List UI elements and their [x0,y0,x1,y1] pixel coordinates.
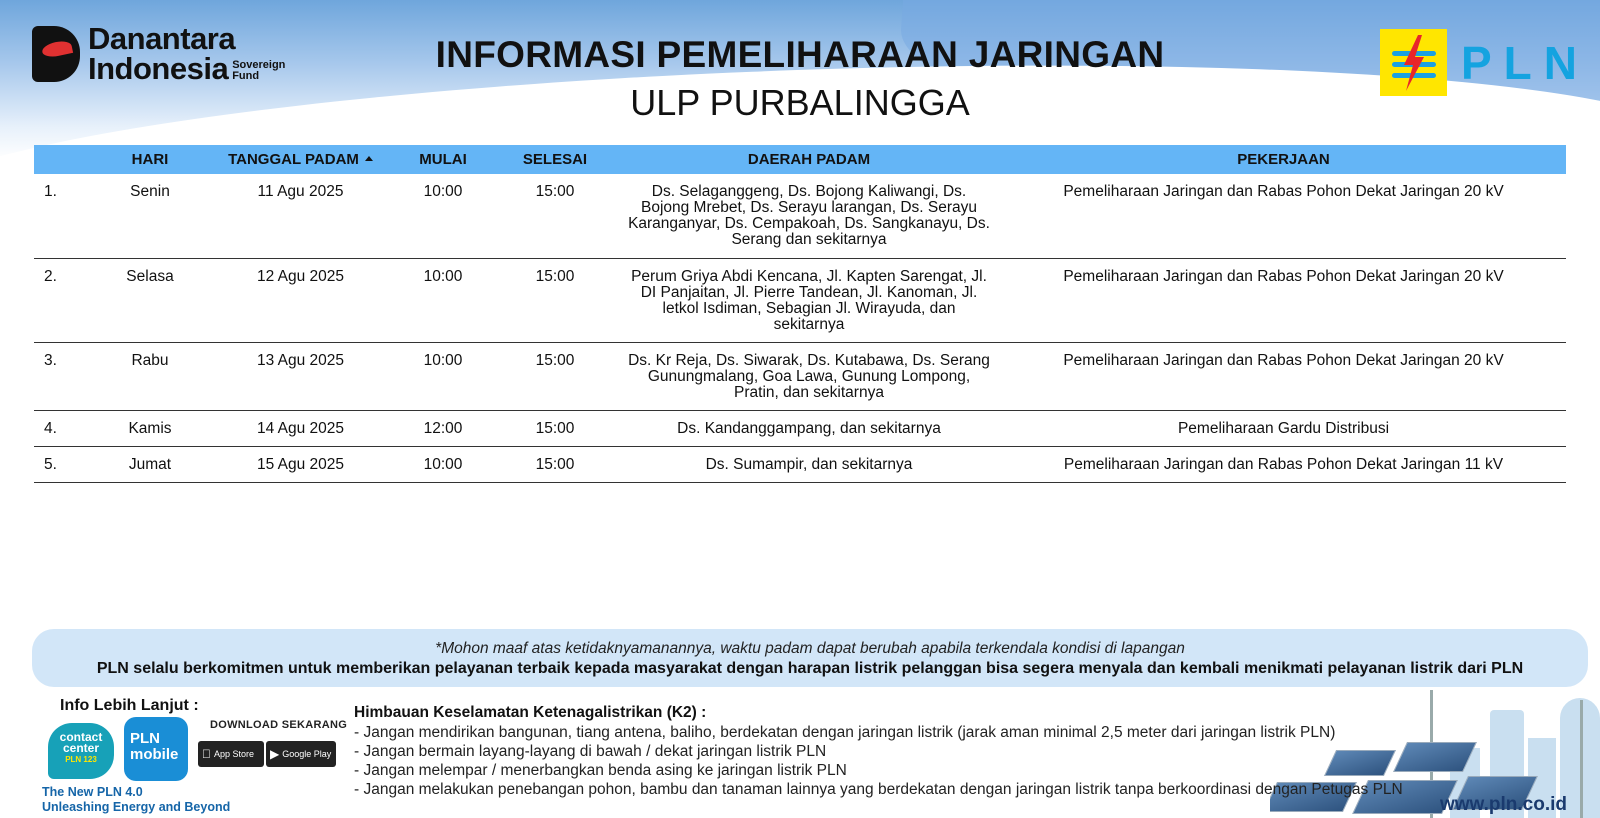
daerah-line: Ds. Selaganggeng, Ds. Bojong Kaliwangi, Ds. [651,183,967,200]
column-header-mulai[interactable]: MULAI [419,151,467,168]
daerah-line: Gunungmalang, Goa Lawa, Gunung Lompong, [647,367,971,385]
cell-pekerjaan: Pemeliharaan Jaringan dan Rabas Pohon Dekat Jaringan 20 kV [1063,267,1504,285]
cell-selesai: 15:00 [535,267,575,285]
cell-hari: Kamis [128,419,172,437]
maintenance-schedule-table [34,145,1566,483]
cell-mulai: 10:00 [423,267,463,285]
column-header-tanggal-label: TANGGAL PADAM [228,151,359,168]
lightning-icon [1380,29,1447,96]
page-subtitle: ULP PURBALINGGA [630,82,970,123]
table-row [34,446,1566,482]
table-header-row [34,145,1566,174]
schedule-table-container [34,145,1566,483]
cell-pekerjaan: Pemeliharaan Jaringan dan Rabas Pohon Dekat Jaringan 20 kV [1063,183,1504,200]
apology-notice [32,629,1588,687]
daerah-line: Pratin, dan sekitarnya [734,383,884,401]
cell-mulai: 12:00 [423,419,463,437]
cell-no: 2. [44,267,57,285]
tagline-line-1: The New PLN 4.0 [42,785,143,799]
column-header-selesai[interactable]: SELESAI [522,151,588,168]
column-header-no [34,145,92,174]
table-row [34,174,1566,258]
daerah-line: Karanganyar, Ds. Cempakoah, Ds. Sangkanayu, Ds. [628,215,990,232]
page-title: INFORMASI PEMELIHARAAN JARINGAN [435,34,1165,75]
daerah-line: Perum Griya Abdi Kencana, Jl. Kapten Sarengat, Jl. [631,267,987,285]
safety-advisory-item: - Jangan melakukan penebangan pohon, bambu dan tanaman lainnya yang berdekatan dengan jaringan listrik tanpa berkoordinasi dengan Petugas PLN [354,781,1403,798]
sort-ascending-icon[interactable] [365,156,373,161]
pln-wordmark: PLN [1461,36,1589,89]
daerah-line: letkol Isdiman, Sebagian Jl. Wirayuda, dan [662,299,956,317]
safety-advisory-item: - Jangan bermain layang-layang di bawah / dekat jaringan listrik PLN [354,743,827,760]
contact-center-number: PLN 123 [65,755,97,764]
cell-tanggal: 13 Agu 2025 [256,351,345,369]
cell-no: 1. [44,183,57,200]
cell-hari: Senin [130,183,170,200]
app-store-label: App Store [205,749,246,759]
play-icon: ▶ [270,747,280,761]
daerah-line: Serang dan sekitarnya [731,231,887,248]
cell-tanggal: 15 Agu 2025 [256,455,345,473]
cell-no: 4. [44,419,57,437]
cell-daerah [617,446,1001,482]
pln-mobile-text-1: PLN [130,730,160,747]
cell-daerah [617,410,1001,446]
daerah-line: sekitarnya [773,315,845,333]
danantara-sub-1: Sovereign [232,59,286,71]
info-title: Info Lebih Lanjut : [60,697,199,714]
pln-mobile-app-icon[interactable] [124,717,188,781]
cell-hari: Rabu [131,351,169,369]
daerah-line: Ds. Sumampir, dan sekitarnya [705,455,913,473]
cell-daerah [617,342,1001,410]
safety-advisory-item: - Jangan mendirikan bangunan, tiang antena, baliho, berdekatan dengan jaringan listrik (jarak aman minimal 2,5 meter dari jaringan listrik PLN) [354,724,1336,741]
cell-selesai: 15:00 [535,351,575,369]
danantara-word: Danantara [88,21,236,56]
table-row [34,258,1566,342]
website-link[interactable]: www.pln.co.id [1440,794,1568,815]
cell-selesai: 15:00 [535,183,575,200]
column-header-tanggal-padam[interactable] [208,145,393,174]
cell-selesai: 15:00 [535,455,575,473]
notice-commitment: PLN selalu berkomitmen untuk memberikan pelayanan terbaik kepada masyarakat dengan harapan listrik pelanggan bisa segera menyala dan kembali menikmati pelayanan listrik dari PLN [96,660,1524,677]
contact-center-text-1: contact [59,730,103,744]
download-label: DOWNLOAD SEKARANG [210,719,348,731]
cell-tanggal: 11 Agu 2025 [257,183,344,200]
cell-hari: Jumat [128,455,172,473]
pln-logo [1380,29,1589,96]
danantara-word-2: Indonesia [88,51,229,86]
cell-no: 5. [44,455,57,473]
cell-daerah [617,174,1001,258]
page-title-block [0,34,1600,124]
pln-emblem-icon [1380,29,1447,96]
cell-mulai: 10:00 [423,183,463,200]
cell-mulai: 10:00 [423,351,463,369]
table-row [34,342,1566,410]
daerah-line: Ds. Kr Reja, Ds. Siwarak, Ds. Kutabawa, Ds. Serang [628,351,990,369]
daerah-line: Ds. Kandanggampang, dan sekitarnya [677,419,941,437]
notice-disclaimer: *Mohon maaf atas ketidaknyamanannya, waktu padam dapat berubah apabila terkendala kondisi di lapangan [435,640,1185,657]
daerah-line: DI Panjaitan, Jl. Pierre Tandean, Jl. Kanoman, Jl. [640,283,978,301]
contact-center-text-2: center [62,741,100,755]
cell-pekerjaan: Pemeliharaan Gardu Distribusi [1177,419,1390,437]
cell-mulai: 10:00 [423,455,463,473]
tagline-line-2: Unleashing Energy and Beyond [42,800,231,814]
column-header-hari[interactable]: HARI [131,151,169,168]
tagline [42,785,230,815]
cell-selesai: 15:00 [535,419,575,437]
cell-daerah [617,258,1001,342]
safety-advisory [354,703,1454,799]
danantara-sub-2: Fund [232,70,260,82]
safety-advisory-item: - Jangan melempar / menerbangkan benda asing ke jaringan listrik PLN [354,762,847,779]
contact-center-badge[interactable] [48,723,114,779]
cell-no: 3. [44,351,57,369]
cell-pekerjaan: Pemeliharaan Jaringan dan Rabas Pohon Dekat Jaringan 11 kV [1063,455,1504,473]
apple-icon [202,747,211,761]
cell-tanggal: 12 Agu 2025 [256,267,345,285]
app-store-button[interactable] [198,741,264,767]
column-header-daerah-padam[interactable]: DAERAH PADAM [747,151,871,168]
safety-advisory-title: Himbauan Keselamatan Ketenagalistrikan (K2) : [354,704,707,721]
column-header-pekerjaan[interactable]: PEKERJAAN [1237,151,1330,168]
pln-mobile-text-2: mobile [130,746,179,763]
info-block [40,697,350,815]
daerah-line: Bojong Mrebet, Ds. Serayu larangan, Ds. Serayu [640,199,977,216]
cell-tanggal: 14 Agu 2025 [256,419,345,437]
google-play-label: Google Play [282,749,332,759]
cell-pekerjaan: Pemeliharaan Jaringan dan Rabas Pohon Dekat Jaringan 20 kV [1063,351,1504,369]
table-row [34,410,1566,446]
google-play-button[interactable] [266,741,336,767]
cell-hari: Selasa [126,267,174,285]
